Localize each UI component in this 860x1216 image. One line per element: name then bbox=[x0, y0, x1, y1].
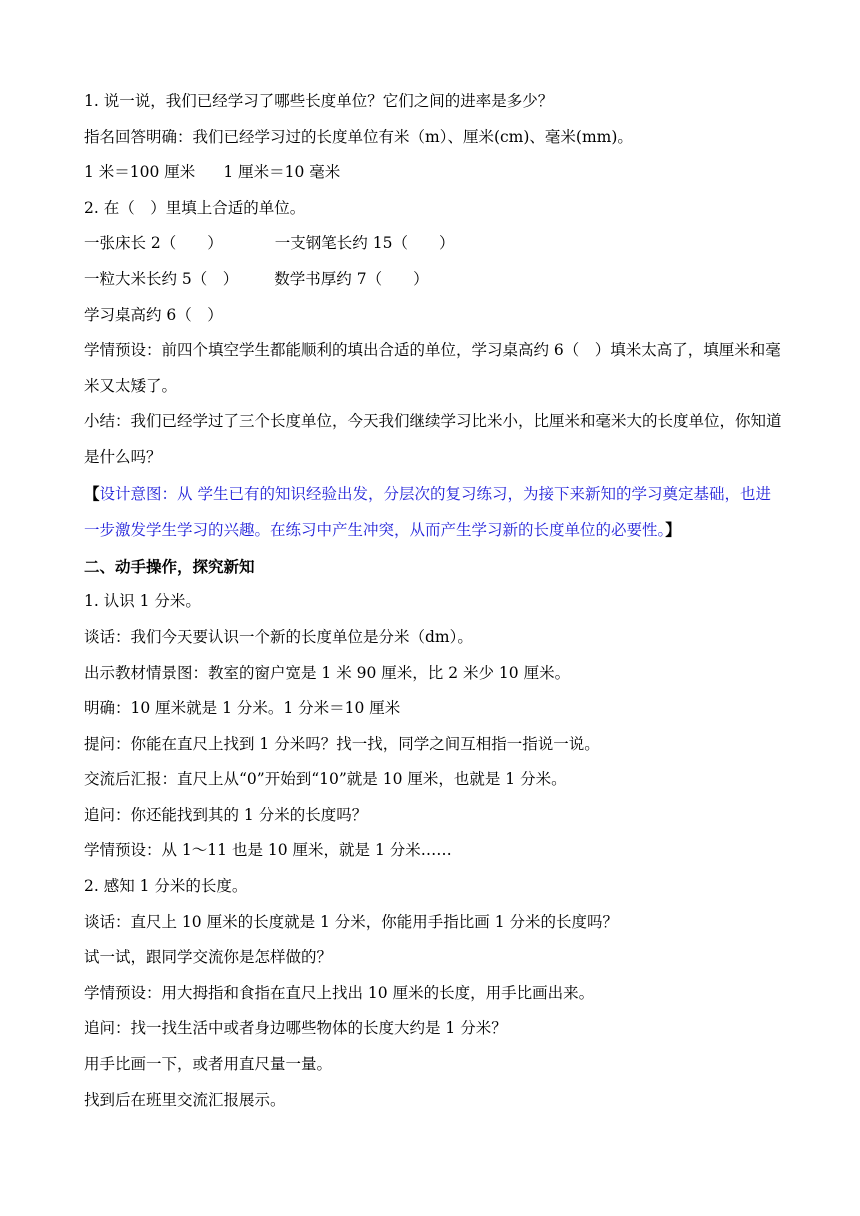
summary-paragraph: 小结：我们已经学过了三个长度单位，今天我们继续学习比米小，比厘米和毫米大的长度单位，你知道是什么吗？ bbox=[84, 412, 782, 466]
conversion-meter-cm: 1 米＝100 厘米 bbox=[84, 163, 196, 182]
document-page bbox=[84, 84, 784, 1118]
prediction-1-11: 学情预设：从 1～11 也是 10 厘米，就是 1 分米…… bbox=[84, 841, 452, 860]
section-heading-2: 二、动手操作，探究新知 bbox=[84, 556, 255, 576]
show-textbook-scene: 出示教材情景图：教室的窗户宽是 1 米 90 厘米，比 2 米少 10 厘米。 bbox=[84, 663, 571, 682]
question-1: 1. 说一说，我们已经学习了哪些长度单位？它们之间的进率是多少？ bbox=[84, 92, 554, 110]
fill-desk-height: 学习桌高约 6（ ） bbox=[84, 305, 223, 324]
step-know-decimeter: 1. 认识 1 分米。 bbox=[84, 592, 201, 611]
class-report: 找到后在班里交流汇报展示。 bbox=[84, 1090, 286, 1109]
step-feel-decimeter: 2. 感知 1 分米的长度。 bbox=[84, 877, 248, 896]
design-intent-text: 设计意图：从 学生已有的知识经验出发，分层次的复习练习，为接下来新知的学习奠定基础，也进一步激发学生学习的兴趣。在练习中产生冲突，从而产生学习新的长度单位的必要性。 bbox=[84, 484, 771, 540]
prediction-paragraph: 学情预设：前四个填空学生都能顺利的填出合适的单位，学习桌高约 6（ ）填米太高了，填厘米和毫米又太矮了。 bbox=[84, 341, 781, 395]
answer-units: 指名回答明确：我们已经学习过的长度单位有米（m）、厘米(cm)、毫米(mm)。 bbox=[84, 127, 633, 146]
unit-conversions bbox=[84, 155, 784, 191]
ask-find-on-ruler: 提问：你能在直尺上找到 1 分米吗？找一找，同学之间互相指一指说一说。 bbox=[84, 734, 600, 753]
clarify-decimeter: 明确：10 厘米就是 1 分米。1 分米＝10 厘米 bbox=[84, 699, 401, 718]
prediction-fingers: 学情预设：用大拇指和食指在直尺上找出 10 厘米的长度，用手比画出来。 bbox=[84, 983, 595, 1002]
talk-gesture: 谈话：直尺上 10 厘米的长度就是 1 分米，你能用手指比画 1 分米的长度吗？ bbox=[84, 912, 619, 931]
follow-up-question-2: 追问：找一找生活中或者身边哪些物体的长度大约是 1 分米？ bbox=[84, 1019, 507, 1038]
conversion-cm-mm: 1 厘米＝10 毫米 bbox=[223, 163, 341, 182]
fill-bed-length: 一张床长 2（ ） bbox=[84, 234, 223, 253]
question-2: 2. 在（ ）里填上合适的单位。 bbox=[84, 198, 306, 217]
try-and-share: 试一试，跟同学交流你是怎样做的？ bbox=[84, 948, 333, 967]
fill-row-1 bbox=[84, 226, 784, 262]
talk-new-unit: 谈话：我们今天要认识一个新的长度单位是分米（dm）。 bbox=[84, 627, 473, 646]
design-bracket-close: 】 bbox=[665, 520, 681, 540]
follow-up-question-1: 追问：你还能找到其的 1 分米的长度吗？ bbox=[84, 805, 368, 824]
design-intent-note bbox=[84, 476, 784, 549]
design-bracket-open: 【 bbox=[84, 483, 100, 503]
fill-rice-length: 一粒大米长约 5（ ） bbox=[84, 269, 239, 288]
fill-row-2 bbox=[84, 262, 784, 298]
fill-book-thickness: 数学书厚约 7（ ） bbox=[274, 269, 429, 288]
fill-pen-length: 一支钢笔长约 15（ ） bbox=[274, 234, 455, 253]
gesture-or-measure: 用手比画一下，或者用直尺量一量。 bbox=[84, 1055, 333, 1074]
report-after-exchange: 交流后汇报：直尺上从“0”开始到“10”就是 10 厘米，也就是 1 分米。 bbox=[84, 770, 567, 789]
